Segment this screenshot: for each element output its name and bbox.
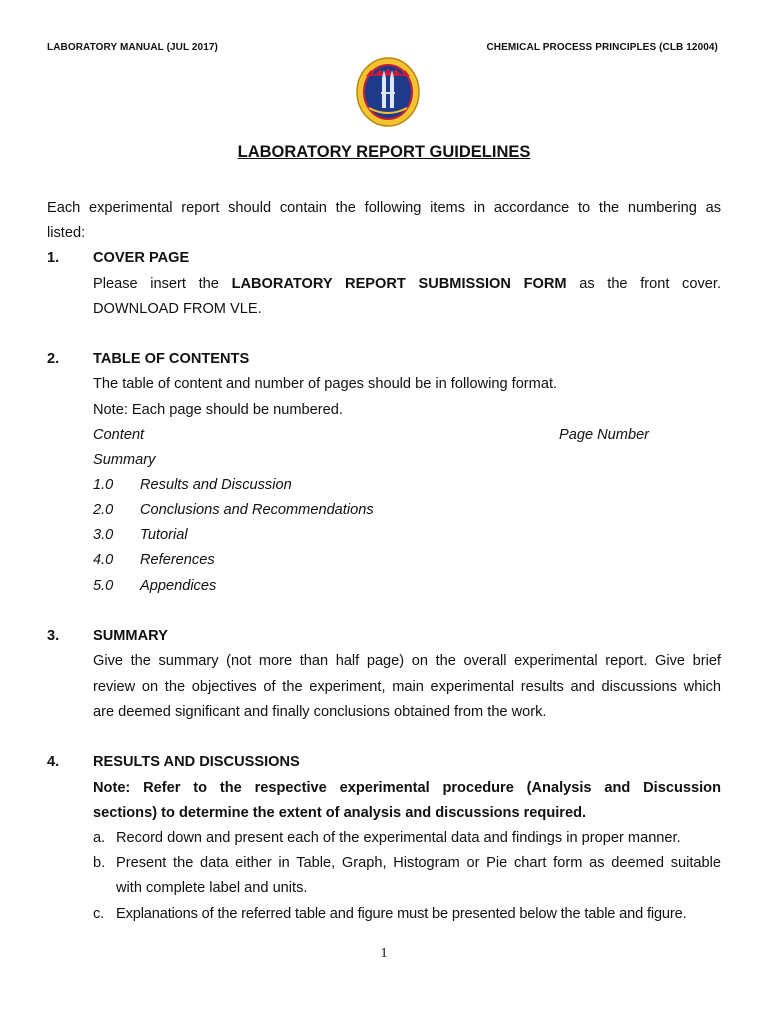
section-3-line-1: Give the summary (not more than half page) on the overall experimental report. Give brief bbox=[93, 653, 721, 669]
list-item-label: b. bbox=[93, 855, 106, 871]
university-logo bbox=[355, 56, 421, 128]
toc-col-content: Content bbox=[93, 427, 145, 443]
section-3-number: 3. bbox=[47, 628, 60, 644]
toc-item-number: 5.0 bbox=[93, 578, 114, 594]
header-left: LABORATORY MANUAL (JUL 2017) bbox=[47, 42, 218, 53]
section-3-line-3: are deemed significant and finally conclusions obtained from the work. bbox=[93, 704, 547, 720]
toc-item-text: Conclusions and Recommendations bbox=[140, 502, 374, 518]
toc-item-number: 1.0 bbox=[93, 477, 114, 493]
toc-item-number: 3.0 bbox=[93, 527, 114, 543]
toc-item-text: References bbox=[140, 552, 215, 568]
section-3-heading: SUMMARY bbox=[93, 628, 168, 644]
section-1-number: 1. bbox=[47, 250, 60, 266]
toc-item-text: Appendices bbox=[140, 578, 217, 594]
section-2-line-1: The table of content and number of pages should be in following format. bbox=[93, 376, 558, 392]
intro-line-2: listed: bbox=[47, 225, 86, 241]
section-4-note-line-1: Note: Refer to the respective experimental procedure (Analysis and Discussion bbox=[93, 780, 721, 796]
list-item-label: c. bbox=[93, 906, 105, 922]
list-item-text-continued: with complete label and units. bbox=[116, 880, 308, 896]
section-2-heading: TABLE OF CONTENTS bbox=[93, 351, 250, 367]
toc-item-text: Tutorial bbox=[140, 527, 188, 543]
intro-line-1: Each experimental report should contain the following items in accordance to the numbering as bbox=[47, 200, 721, 216]
toc-summary: Summary bbox=[93, 452, 156, 468]
toc-item-number: 4.0 bbox=[93, 552, 114, 568]
list-item-label: a. bbox=[93, 830, 106, 846]
page-number: 1 bbox=[380, 946, 388, 961]
section-1-text: Please insert the LABORATORY REPORT SUBMISSION FORM as the front cover. bbox=[93, 276, 721, 292]
list-item-text: Explanations of the referred table and figure must be presented below the table and figure. bbox=[116, 906, 687, 922]
section-4-heading: RESULTS AND DISCUSSIONS bbox=[93, 754, 300, 770]
section-4-number: 4. bbox=[47, 754, 60, 770]
toc-item-number: 2.0 bbox=[93, 502, 114, 518]
list-item-text: Record down and present each of the experimental data and findings in proper manner. bbox=[116, 830, 681, 846]
toc-item-text: Results and Discussion bbox=[140, 477, 292, 493]
section-2-line-2: Note: Each page should be numbered. bbox=[93, 402, 343, 418]
section-4-note-line-2: sections) to determine the extent of analysis and discussions required. bbox=[93, 805, 587, 821]
list-item-text: Present the data either in Table, Graph, Histogram or Pie chart form as deemed suitable bbox=[116, 855, 721, 871]
section-1-heading: COVER PAGE bbox=[93, 250, 190, 266]
section-2-number: 2. bbox=[47, 351, 60, 367]
header-right: CHEMICAL PROCESS PRINCIPLES (CLB 12004) bbox=[486, 42, 718, 53]
section-1-line-2: DOWNLOAD FROM VLE. bbox=[93, 301, 262, 317]
section-3-line-2: review on the objectives of the experiment, main experimental results and discussions which bbox=[93, 679, 721, 695]
page-title: LABORATORY REPORT GUIDELINES bbox=[237, 143, 531, 161]
toc-col-page-number: Page Number bbox=[559, 427, 650, 443]
